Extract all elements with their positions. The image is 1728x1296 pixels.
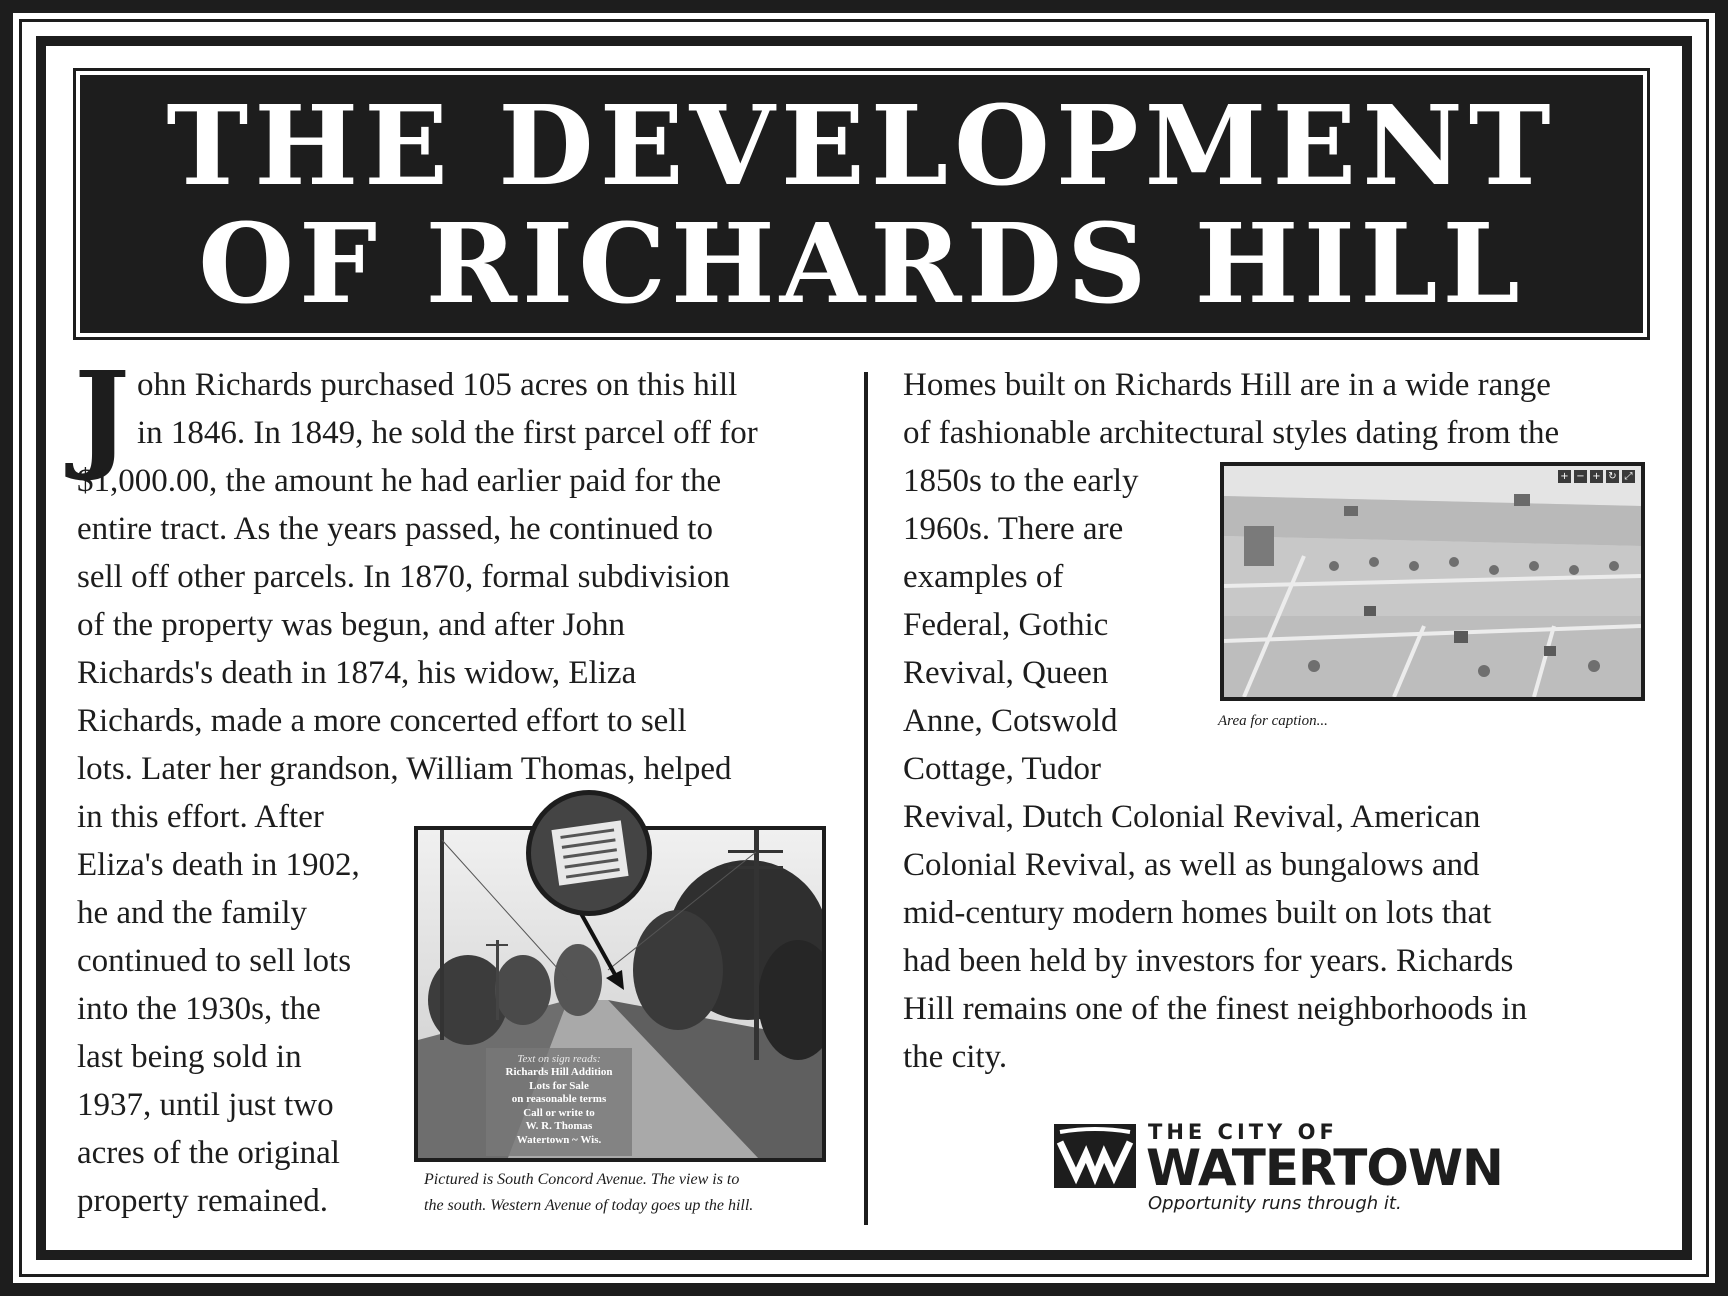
photo-caption-line-1: Pictured is South Concord Avenue. The view is to (424, 1171, 740, 1188)
left-text-line: 1937, until just two (77, 1087, 334, 1123)
left-text-line: last being sold in (77, 1039, 302, 1075)
left-text-line: sell off other parcels. In 1870, formal subdivision (77, 559, 730, 595)
left-text-line: ohn Richards purchased 105 acres on this hill (137, 367, 738, 403)
map-control-icon: + (1558, 470, 1571, 483)
watertown-logo-icon (1054, 1124, 1136, 1188)
left-text-line: in this effort. After (77, 799, 324, 835)
birdseye-map (1220, 462, 1645, 701)
sign-plate (551, 820, 628, 885)
left-text-line: in 1846. In 1849, he sold the first parcel off for (137, 415, 758, 451)
sign-text-line: W. R. Thomas (525, 1120, 593, 1133)
right-text-line: the city. (903, 1039, 1008, 1075)
right-text-line: Homes built on Richards Hill are in a wide range (903, 367, 1551, 403)
photo-caption-line-2: the south. Western Avenue of today goes up the hill. (424, 1197, 754, 1214)
left-text-line: entire tract. As the years passed, he continued to (77, 511, 713, 547)
title-banner (80, 75, 1643, 333)
sign-text-intro: Text on sign reads: (517, 1053, 601, 1065)
logo-small-text: THE CITY OF (1148, 1120, 1338, 1144)
left-text-line: into the 1930s, the (77, 991, 321, 1027)
sign-text-line: Watertown ~ Wis. (516, 1133, 602, 1146)
left-text-line: property remained. (77, 1183, 329, 1219)
sign-closeup (526, 790, 652, 916)
map-controls (1558, 470, 1635, 483)
right-text-line: 1960s. There are (903, 511, 1124, 547)
birdseye-map-image (1224, 466, 1641, 697)
map-zoom-out-icon: − (1574, 470, 1587, 483)
sign-text-line: Richards Hill Addition (505, 1066, 613, 1078)
right-text-line: Revival, Queen (903, 655, 1109, 691)
sign-text-line: Lots for Sale (529, 1079, 589, 1092)
map-rotate-icon: ↻ (1606, 470, 1619, 483)
left-text-line: $1,000.00, the amount he had earlier paid for the (77, 463, 722, 499)
left-text-line: Richards, made a more concerted effort to sell (77, 703, 687, 739)
left-text-line: Eliza's death in 1902, (77, 847, 360, 883)
right-text-line: Federal, Gothic (903, 607, 1109, 643)
left-text-line: he and the family (77, 895, 308, 931)
right-text-line: mid-century modern homes built on lots that (903, 895, 1492, 931)
map-zoom-in-icon: + (1590, 470, 1603, 483)
map-caption: Area for caption... (1218, 713, 1328, 729)
left-text-line: acres of the original (77, 1135, 340, 1171)
sign-text-line: on reasonable terms (511, 1093, 607, 1106)
right-text-line: Hill remains one of the finest neighborhoods in (903, 991, 1528, 1027)
title-line-1: THE DEVELOPMENT (166, 81, 1557, 210)
right-text-line: Colonial Revival, as well as bungalows and (903, 847, 1480, 883)
right-text-line: 1850s to the early (903, 463, 1139, 499)
left-text-line: continued to sell lots (77, 943, 352, 979)
right-text-line: of fashionable architectural styles dating from the (903, 415, 1560, 451)
left-text-line: Richards's death in 1874, his widow, Eliza (77, 655, 637, 691)
drop-cap: J (74, 345, 130, 484)
sign-text-overlay (486, 1048, 632, 1156)
left-text-line: of the property was begun, and after John (77, 607, 625, 643)
title-line-2: OF RICHARDS HILL (198, 199, 1525, 328)
map-expand-icon: ⤢ (1622, 470, 1635, 483)
right-text-line: Anne, Cotswold (903, 703, 1118, 739)
logo-city-name: WATERTOWN (1146, 1139, 1503, 1197)
right-text-line: Cottage, Tudor (903, 751, 1102, 787)
right-text-line: examples of (903, 559, 1064, 595)
column-divider (864, 372, 868, 1225)
sign-text-line: Call or write to (523, 1106, 595, 1119)
right-text-line: Revival, Dutch Colonial Revival, American (903, 799, 1481, 835)
right-text-line: had been held by investors for years. Richards (903, 943, 1514, 979)
logo-tagline: Opportunity runs through it. (1148, 1193, 1402, 1214)
left-text-line: lots. Later her grandson, William Thomas, helped (77, 751, 732, 787)
